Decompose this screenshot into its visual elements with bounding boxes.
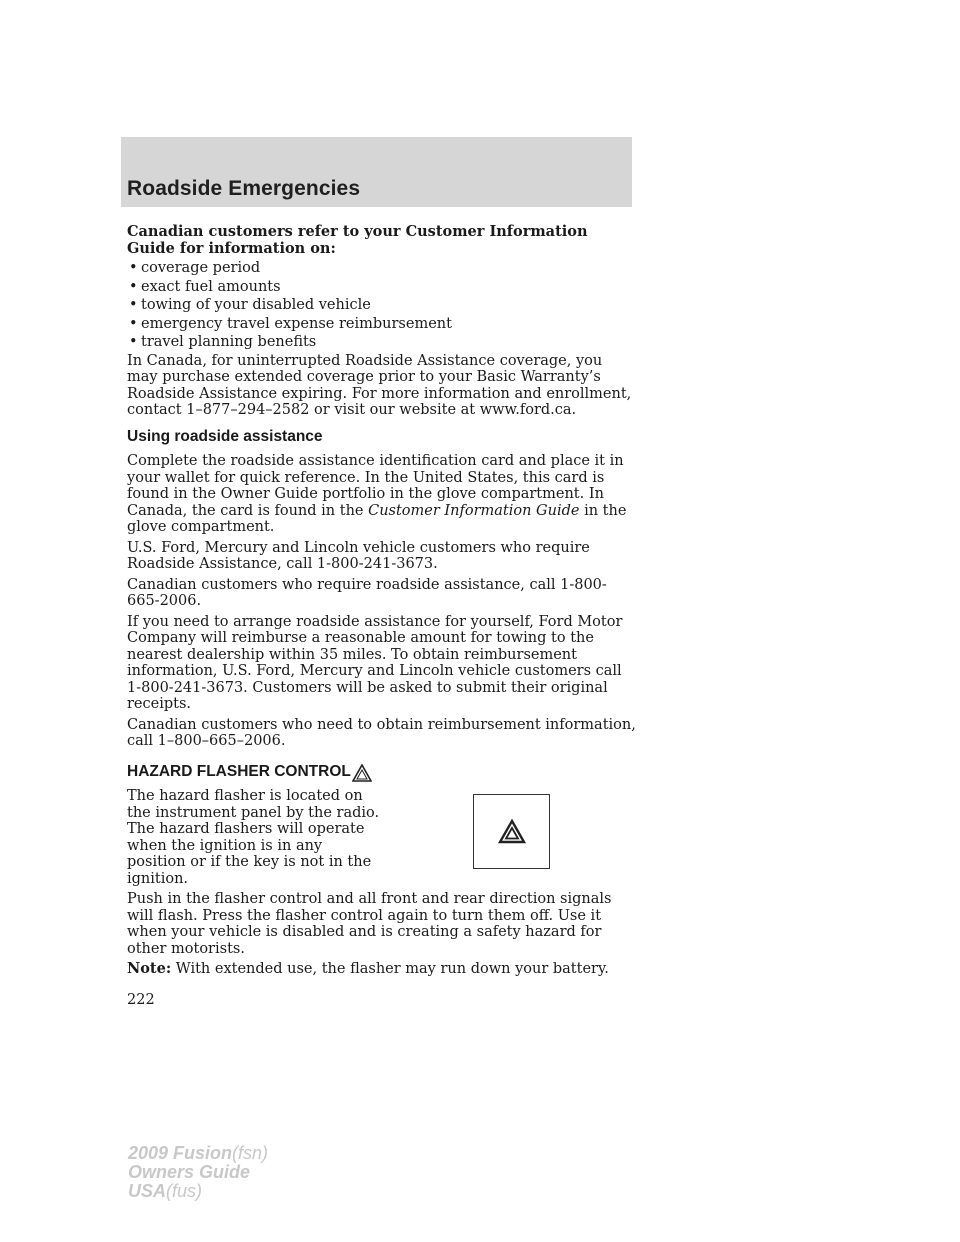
- hazard-triangle-icon: [498, 819, 526, 845]
- footer-line-region: USA(fus): [128, 1181, 203, 1201]
- page-number: 222: [127, 991, 155, 1008]
- using-roadside-heading: Using roadside assistance: [127, 427, 323, 445]
- hazard-section: [127, 788, 637, 978]
- canada-coverage-paragraph: In Canada, for uninterrupted Roadside Assistance coverage, you may purchase extended coverage prior to your Basic Warranty’s Roadside Assistance expiring. For more information and enrollment, contact 1–877–294–2582 or visit our website at www.ford.ca.: [127, 352, 632, 418]
- bullet-icon: •: [129, 297, 138, 313]
- page-content: [127, 224, 637, 1008]
- bullet-list: [127, 260, 637, 351]
- list-item: • emergency travel expense reimbursement: [129, 315, 452, 332]
- reimbursement-paragraph: If you need to arrange roadside assistance for yourself, Ford Motor Company will reimburse a reasonable amount for towing to the nearest dealership within 35 miles. To obtain reimbursement information, U.S. Ford, Mercury and Lincoln vehicle customers call 1-800-241-3673. Customers will be asked to submit their original receipts.: [127, 613, 623, 712]
- section-title: Roadside Emergencies: [127, 177, 361, 200]
- intro-text: Canadian customers refer to your Customer Information Guide for information on:: [127, 223, 588, 257]
- list-item: • exact fuel amounts: [129, 278, 281, 295]
- footer-line-guide: Owners Guide: [128, 1162, 251, 1182]
- customer-guide-title: Customer Information Guide: [368, 502, 580, 519]
- bullet-icon: •: [129, 278, 138, 295]
- bullet-icon: •: [129, 315, 138, 332]
- bullet-icon: •: [129, 260, 138, 276]
- list-item: • travel planning benefits: [129, 334, 317, 350]
- id-card-paragraph: Complete the roadside assistance identification card and place it in your wallet for quick reference. In the United States, this card is found in the Owner Guide portfolio in the glove compartment. In Canada, the card is found in the Customer Information Guide in the glove compartment.: [127, 453, 627, 535]
- hazard-operation-paragraph: Push in the flasher control and all front and rear direction signals will flash. Press the flasher control again to turn them off. Use it when your vehicle is disabled and is creating a safety hazard for other motorists.: [127, 891, 612, 957]
- us-roadside-paragraph: U.S. Ford, Mercury and Lincoln vehicle customers who require Roadside Assistance, call 1-800-241-3673.: [127, 539, 590, 572]
- footer-watermark: [128, 1144, 268, 1201]
- list-item: • towing of your disabled vehicle: [129, 297, 371, 313]
- hazard-note: Note: With extended use, the flasher may run down your battery.: [127, 960, 609, 977]
- canada-roadside-paragraph: Canadian customers who require roadside assistance, call 1-800-665-2006.: [127, 576, 607, 609]
- hazard-heading-text: HAZARD FLASHER CONTROL: [127, 762, 351, 780]
- bullet-icon: •: [129, 334, 138, 350]
- note-label: Note:: [127, 960, 172, 977]
- warning-triangle-icon: [352, 764, 372, 782]
- section-header-band: [121, 137, 632, 207]
- canada-reimbursement-paragraph: Canadian customers who need to obtain reimbursement information, call 1–800–665–2006.: [127, 716, 636, 749]
- hazard-location-paragraph: The hazard flasher is located on the instrument panel by the radio. The hazard flashers will operate when the ignition is in any position or if the key is not in the ignition.: [127, 788, 380, 887]
- footer-line-model: 2009 Fusion(fsn): [128, 1143, 269, 1163]
- hazard-heading: [127, 764, 637, 781]
- hazard-button-illustration: [473, 794, 550, 869]
- list-item: • coverage period: [129, 260, 261, 276]
